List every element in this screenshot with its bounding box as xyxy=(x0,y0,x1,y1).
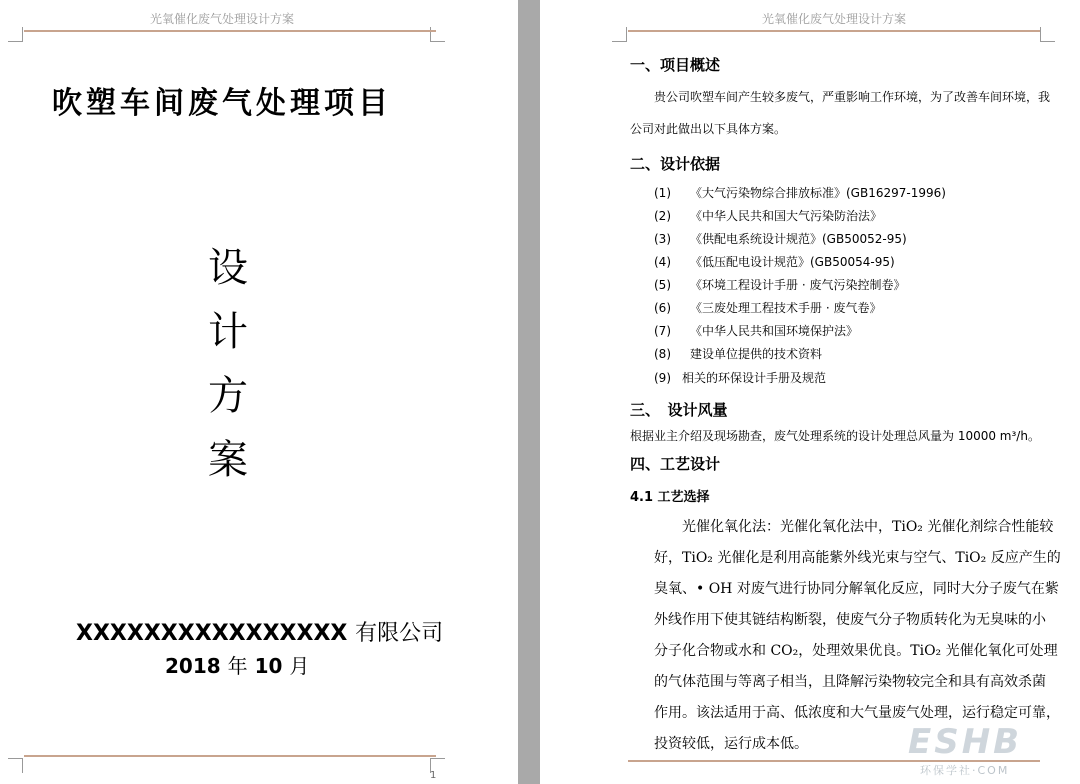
body-line: 的气体范围与等离子相当，且降解污染物较完全和具有高效杀菌 xyxy=(654,674,1046,690)
crop-mark xyxy=(612,27,627,42)
company-name xyxy=(76,616,443,647)
site-watermark xyxy=(900,722,1070,778)
cover-date xyxy=(165,650,309,679)
reference-number: (7) xyxy=(654,324,671,338)
section-1-paragraph-line: 贵公司吹塑车间产生较多废气，严重影响工作环境，为了改善车间环境，我 xyxy=(654,90,1051,104)
crop-mark xyxy=(1040,27,1055,42)
reference-text: 《环境工程设计手册 · 废气污染控制卷》 xyxy=(690,278,906,292)
date-year-unit: 年 xyxy=(227,654,248,678)
reference-text: 建设单位提供的技术资料 xyxy=(690,347,823,361)
cover-title: 吹塑车间废气处理项目 xyxy=(52,86,392,121)
body-line: 外线作用下使其链结构断裂，使废气分子物质转化为无臭味的小 xyxy=(654,612,1046,628)
reference-item xyxy=(654,253,895,270)
date-month: 10 xyxy=(254,654,283,678)
vertical-title-char: 方 xyxy=(208,373,248,419)
section-3-title: 三、 设计风量 xyxy=(630,401,728,419)
crop-mark xyxy=(8,27,23,42)
reference-item xyxy=(654,230,907,247)
body-line: 光催化氧化法：光催化氧化法中，TiO₂ 光催化剂综合性能较 xyxy=(654,519,1054,535)
subsection-4-1-title: 4.1 工艺选择 xyxy=(630,490,710,505)
reference-number: (8) xyxy=(654,347,671,361)
footer-rule xyxy=(24,755,436,757)
header-rule xyxy=(628,30,1040,32)
vertical-title-char: 案 xyxy=(208,437,248,483)
reference-text: 《大气污染物综合排放标准》(GB16297-1996) xyxy=(690,186,946,200)
reference-text: 《供配电系统设计规范》(GB50052-95) xyxy=(690,232,907,246)
section-1-paragraph-line: 公司对此做出以下具体方案。 xyxy=(630,122,787,136)
reference-text: 《中华人民共和国环境保护法》 xyxy=(690,324,859,338)
reference-number: (3) xyxy=(654,232,671,246)
reference-number: (9) xyxy=(654,371,671,385)
vertical-title-char: 设 xyxy=(208,245,248,291)
company-placeholder: XXXXXXXXXXXXXXXX xyxy=(76,621,348,646)
body-line: 分子化合物或水和 CO₂，处理效果优良。TiO₂ 光催化氧化可处理 xyxy=(654,643,1058,659)
body-line: 投资较低，运行成本低。 xyxy=(654,736,808,752)
reference-item xyxy=(654,276,905,293)
page-number: 1 xyxy=(430,770,437,781)
cover-page xyxy=(0,0,518,784)
body-line: 作用。该法适用于高、低浓度和大气量废气处理，运行稳定可靠， xyxy=(654,705,1060,721)
reference-item xyxy=(654,184,946,201)
header-rule xyxy=(24,30,436,32)
reference-number: (1) xyxy=(654,186,671,200)
company-suffix: 有限公司 xyxy=(355,621,444,646)
crop-mark xyxy=(8,758,23,773)
date-year: 2018 xyxy=(165,654,221,678)
section-2-title: 二、设计依据 xyxy=(630,155,721,173)
reference-item xyxy=(654,322,858,339)
section-4-title: 四、工艺设计 xyxy=(630,455,721,473)
content-page xyxy=(540,0,1080,784)
reference-number: (2) xyxy=(654,209,671,223)
watermark-logo-text: ESHB xyxy=(908,722,1023,762)
body-line: 好，TiO₂ 光催化是利用高能紫外线光束与空气、TiO₂ 反应产生的 xyxy=(654,550,1061,566)
body-line: 臭氧、• OH 对废气进行协同分解氧化反应，同时大分子废气在紫 xyxy=(654,581,1059,597)
running-header: 光氧催化废气处理设计方案 xyxy=(762,12,907,26)
section-1-title: 一、项目概述 xyxy=(630,56,721,74)
reference-item xyxy=(654,299,881,316)
date-month-unit: 月 xyxy=(289,654,310,678)
vertical-title-char: 计 xyxy=(208,309,248,355)
reference-item xyxy=(654,369,826,386)
reference-number: (6) xyxy=(654,301,671,315)
running-header: 光氧催化废气处理设计方案 xyxy=(150,12,295,26)
reference-text: 《低压配电设计规范》(GB50054-95) xyxy=(690,255,895,269)
reference-item xyxy=(654,345,822,362)
reference-text: 《中华人民共和国大气污染防治法》 xyxy=(690,209,883,223)
section-3-paragraph: 根据业主介绍及现场勘查，废气处理系统的设计处理总风量为 10000 m³/h。 xyxy=(630,429,1040,443)
reference-number: (5) xyxy=(654,278,671,292)
reference-text: 《三废处理工程技术手册 · 废气卷》 xyxy=(690,301,882,315)
reference-item xyxy=(654,207,882,224)
watermark-site-text: 环保学社·COM xyxy=(920,764,1010,777)
reference-number: (4) xyxy=(654,255,671,269)
reference-text: 相关的环保设计手册及规范 xyxy=(682,371,827,385)
